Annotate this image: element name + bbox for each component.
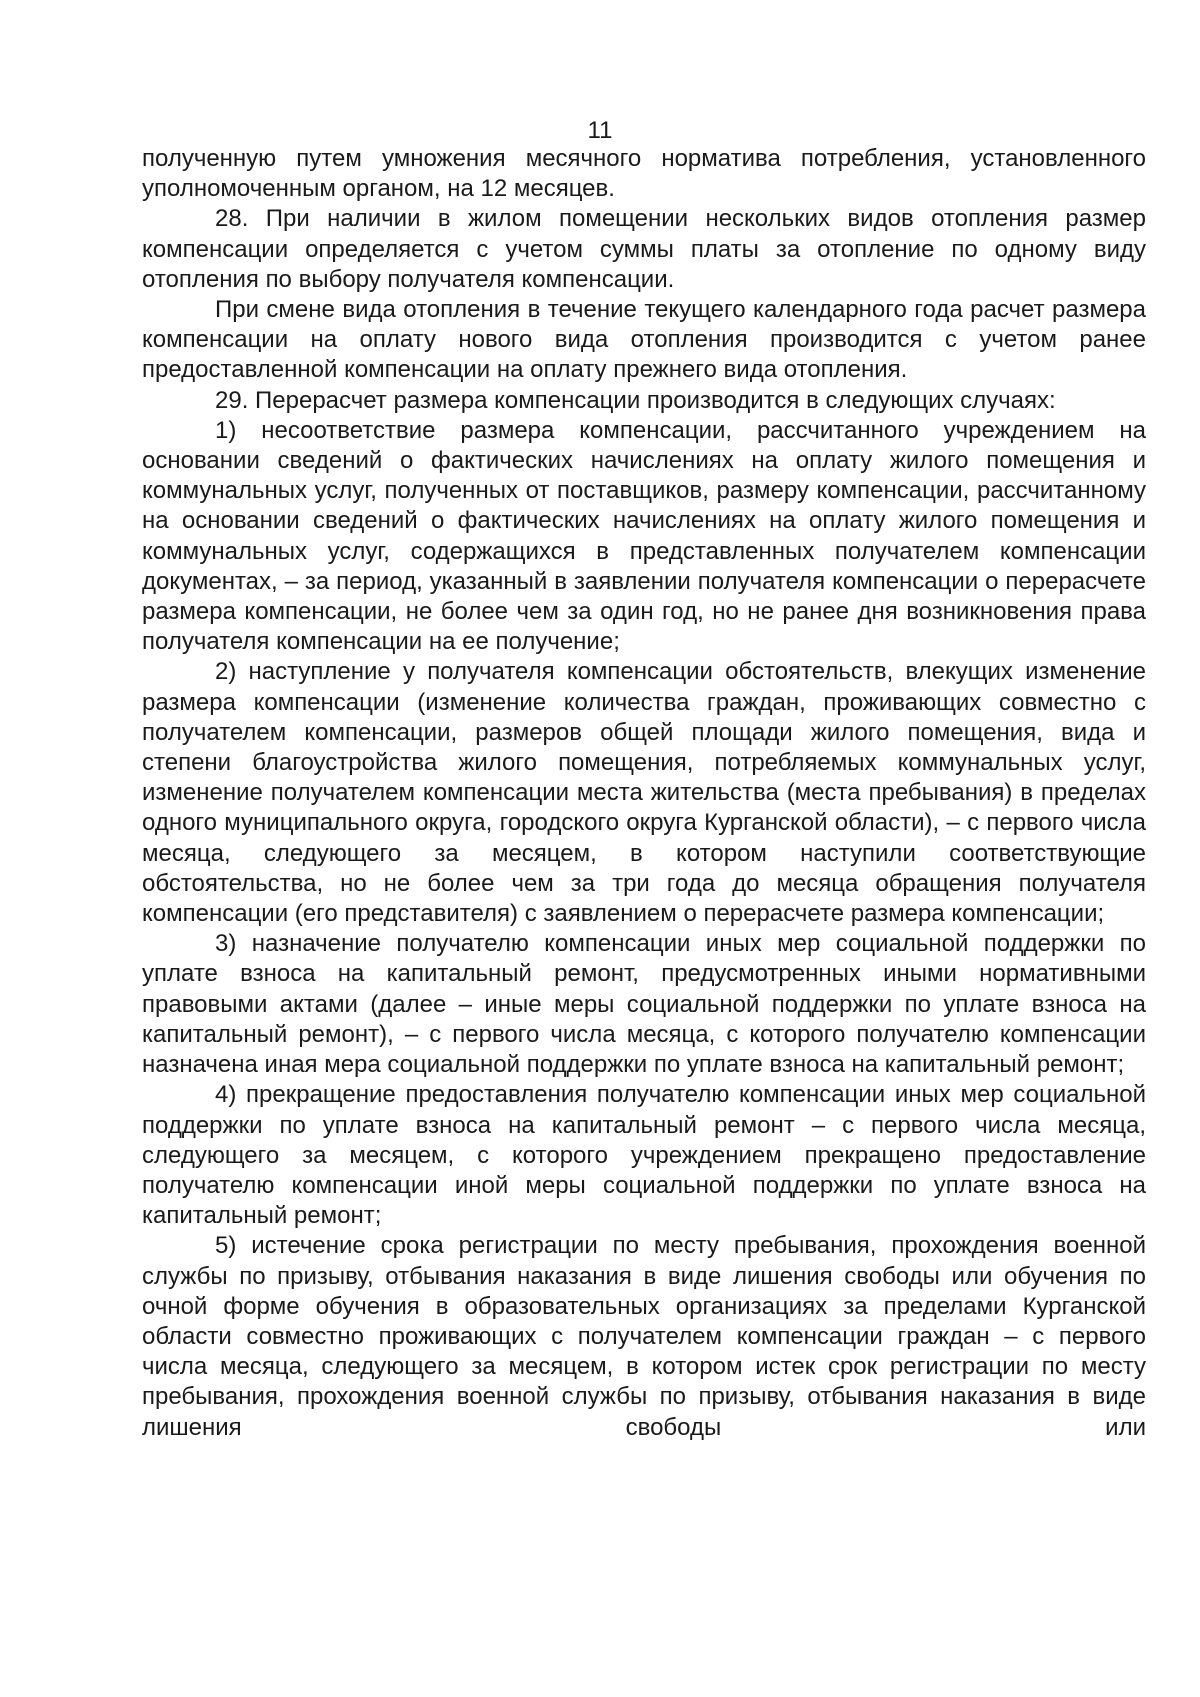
paragraph-item-29: 29. Перерасчет размера компенсации производится в следующих случаях: xyxy=(215,386,1056,414)
paragraph-item-28: 28. При наличии в жилом помещении нескольких видов отопления размер компенсации определяется с учетом суммы платы за отопление по одному виду отопления по выбору получателя компенсации. xyxy=(142,205,1146,293)
paragraph-subitem-2: 2) наступление у получателя компенсации обстоятельств, влекущих изменение размера компенсации (изменение количества граждан, проживающих совместно с получателем компенсации, размеров общей площади жилого помещения, вида и степени благоустройства жилого помещения, потребляемых коммунальных услуг, изменение получателем компенсации места жительства (места пребывания) в пределах одного муниципального округа, городского округа Курганской области), – с первого числа месяца, следующего за месяцем, в котором наступили соответствующие обстоятельства, но не более чем за три года до месяца обращения получателя компенсации (его представителя) с заявлением о перерасчете размера компенсации; xyxy=(142,658,1146,928)
paragraph-subitem-4: 4) прекращение предоставления получателю компенсации иных мер социальной поддержки по уплате взноса на капитальный ремонт – с первого числа месяца, следующего за месяцем, с которого учреждением прекращено предоставление получателю компенсации иной меры социальной поддержки по уплате взноса на капитальный ремонт; xyxy=(142,1081,1146,1230)
paragraph-subitem-5: 5) истечение срока регистрации по месту пребывания, прохождения военной службы по призыву, отбывания наказания в виде лишения свободы или обучения по очной форме обучения в образовательных организациях за пределами Курганской области совместно проживающих с получателем компенсации граждан – с первого числа месяца, следующего за месяцем, в котором истек срок регистрации по месту пребывания, прохождения военной службы по призыву, отбывания наказания в виде лишения свободы или xyxy=(142,1232,1146,1441)
page-number: 11 xyxy=(587,117,613,144)
paragraph-heating-change: При смене вида отопления в течение текущего календарного года расчет размера компенсации на оплату нового вида отопления производится с учетом ранее предоставленной компенсации на оплату прежнего вида отопления. xyxy=(142,296,1146,384)
paragraph-subitem-1: 1) несоответствие размера компенсации, рассчитанного учреждением на основании сведений о фактических начислениях на оплату жилого помещения и коммунальных услуг, полученных от поставщиков, размеру компенсации, рассчитанному на основании сведений о фактических начислениях на оплату жилого помещения и коммунальных услуг, содержащихся в представленных получателем компенсации документах, – за период, указанный в заявлении получателя компенсации о перерасчете размера компенсации, не более чем за один год, но не ранее дня возникновения права получателя компенсации на ее получение; xyxy=(142,416,1146,656)
paragraph-continuation: полученную путем умножения месячного норматива потребления, установленного уполномоченным органом, на 12 месяцев. xyxy=(142,145,1146,203)
document-body xyxy=(142,144,1146,1443)
paragraph-subitem-3: 3) назначение получателю компенсации иных мер социальной поддержки по уплате взноса на капитальный ремонт, предусмотренных иными нормативными правовыми актами (далее – иные меры социальной поддержки по уплате взноса на капитальный ремонт), – с первого числа месяца, с которого получателю компенсации назначена иная мера социальной поддержки по уплате взноса на капитальный ремонт; xyxy=(142,930,1146,1079)
